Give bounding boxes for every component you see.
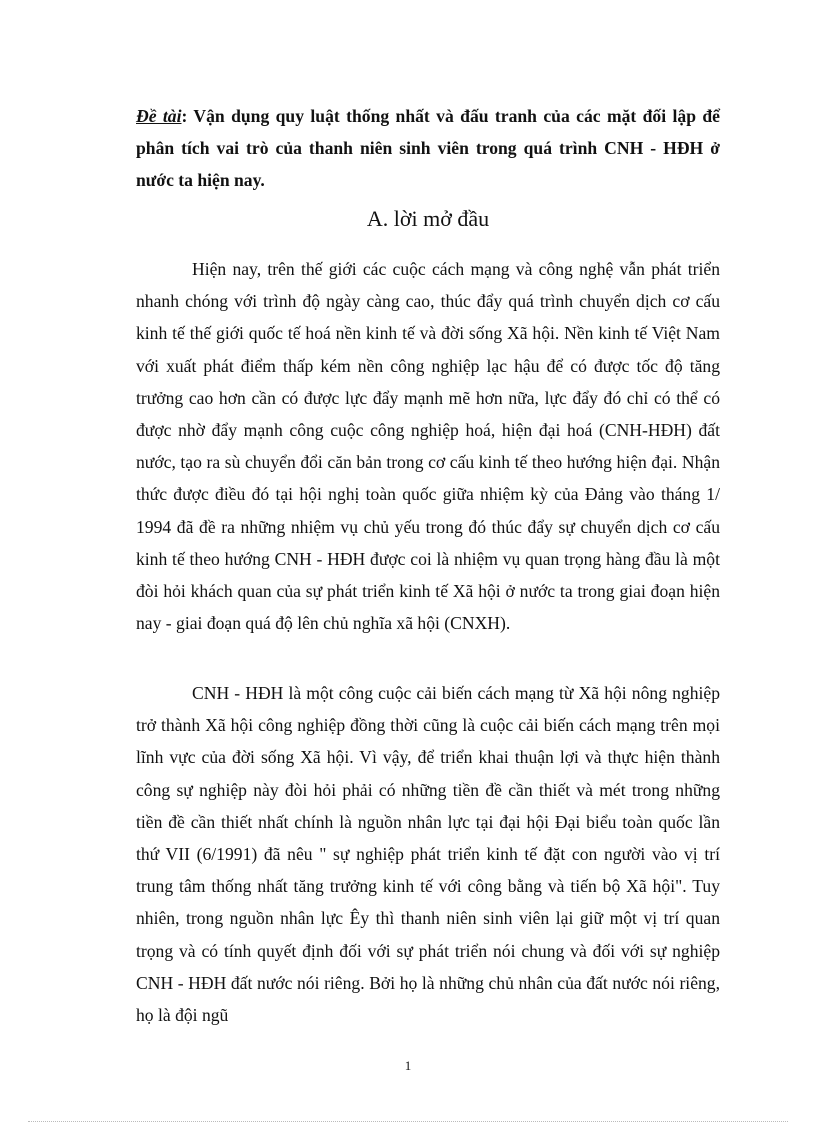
document-title — [136, 100, 720, 196]
paragraph-2: CNH - HĐH là một công cuộc cải biến cách mạng từ Xã hội nông nghiệp trở thành Xã hội công nghiệp đồng thời cũng là cuộc cải biến cách mạng trên mọi lĩnh vực của đời sống Xã hội. Vì vậy, để triển khai thuận lợi và thực hiện thành công sự nghiệp này đòi hỏi phải có những tiền đề cần thiết và mét trong những tiền đề cần thiết nhất chính là nguồn nhân lực tại đại hội Đại biểu toàn quốc lần thứ VII (6/1991) đã nêu " sự nghiệp phát triển kinh tế đặt con người vào vị trí trung tâm thống nhất tăng trưởng kinh tế với công bằng và tiến bộ Xã hội". Tuy nhiên, trong nguồn nhân lực Êy thì thanh niên sinh viên lại giữ một vị trí quan trọng và có tính quyết định đối với sự phát triển nói chung và đối với sự nghiệp CNH - HĐH đất nước nói riêng. Bởi họ là những chủ nhân của đất nước nói riêng, họ là đội ngũ — [136, 683, 720, 1026]
paragraph-1: Hiện nay, trên thế giới các cuộc cách mạng và công nghệ vẫn phát triển nhanh chóng với trình độ ngày càng cao, thúc đẩy quá trình chuyển dịch cơ cấu kinh tế thế giới quốc tế hoá nền kinh tế và đời sống Xã hội. Nền kinh tế Việt Nam với xuất phát điểm thấp kém nền công nghiệp lạc hậu để có được tốc độ tăng trưởng cao hơn cần có được lực đẩy mạnh mẽ hơn nữa, lực đẩy đó chỉ có thể có được nhờ đẩy mạnh công cuộc công nghiệp hoá, hiện đại hoá (CNH-HĐH) đất nước, tạo ra sù chuyển đổi căn bản trong cơ cấu kinh tế theo hướng hiện đại. Nhận thức được điều đó tại hội nghị toàn quốc giữa nhiệm kỳ của Đảng vào tháng 1/ 1994 đã đề ra những nhiệm vụ chủ yếu trong đó thúc đẩy sự chuyển dịch cơ cấu kinh tế theo hướng CNH - HĐH được coi là nhiệm vụ quan trọng hàng đầu là một đòi hỏi khách quan của sự phát triển kinh tế Xã hội ở nước ta trong giai đoạn hiện nay - giai đoạn quá độ lên chủ nghĩa xã hội (CNXH). — [136, 259, 720, 634]
title-text: Vận dụng quy luật thống nhất và đấu tranh của các mặt đối lập để phân tích vai trò của thanh niên sinh viên trong quá trình CNH - HĐH ở nước ta hiện nay. — [136, 106, 720, 190]
section-heading: A. lời mở đầu — [366, 206, 490, 231]
page-number: 1 — [404, 1058, 412, 1073]
title-colon: : — [181, 106, 194, 126]
page-bottom-divider — [28, 1121, 788, 1122]
title-prefix: Đề tài — [136, 106, 182, 126]
